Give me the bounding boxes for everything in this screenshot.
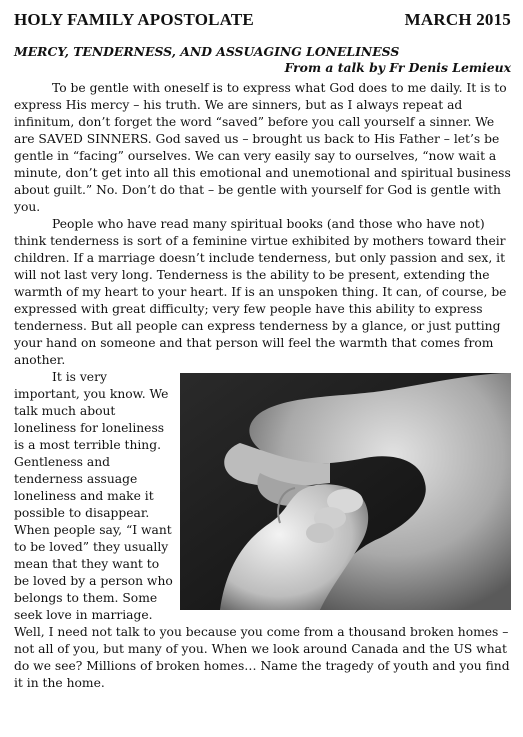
paragraph-2: People who have read many spiritual books (and those who have not) think tenderness is sort of a feminine virtue exhibited by mothers toward their children. If a marriage doesn’t include tenderness, but only passion and sex, it will not last very long. Tenderness is the ability to be present, extending the warmth of my heart to your heart. If is an unspoken thing. It can, of course, be expressed with great difficulty; very few people have this ability to express tenderness. But all people can express tenderness by a glance, or just putting your hand on someone and that person will feel the warmth that comes from another. — [14, 217, 507, 367]
paragraph-3: It is very important, you know. We talk much about loneliness for loneliness is a most terrible thing. Gentleness and tenderness assuage loneliness and make it possible to disappear. When people say, “I want to be loved” they usually mean that they want to be loved by a person who belongs to them. Some seek love in marriage. Well, I need not talk to you because you come from a thousand broken homes – not all of you, but many of you. When we look around Canada and the US what do we see? Millions of broken homes… Name the tragedy of youth and you find it in the home. — [14, 370, 510, 690]
article-body — [14, 80, 511, 692]
issue-date: MARCH 2015 — [404, 10, 511, 29]
photo-adult-hand-holding-baby-hand — [180, 373, 511, 610]
paragraph-1: To be gentle with oneself is to express what God does to me daily. It is to express His mercy – his truth. We are sinners, but as I always repeat ad infinitum, don’t forget the word “saved” before you call yourself a sinner. We are SAVED SINNERS. God saved us – brought us back to His Father – let’s be gentle in “facing” ourselves. We can very easily say to ourselves, “now wait a minute, don’t get into all this emotional and unemotional and spiritual business about guilt.” No. Don’t do that – be gentle with yourself for God is gentle with you. — [14, 81, 511, 214]
organization-name: HOLY FAMILY APOSTOLATE — [14, 10, 254, 29]
newsletter-page — [14, 10, 511, 692]
article-byline: From a talk by Fr Denis Lemieux — [284, 60, 511, 75]
article-title: MERCY, TENDERNESS, AND ASSUAGING LONELINESS — [14, 44, 400, 59]
masthead — [14, 10, 511, 34]
